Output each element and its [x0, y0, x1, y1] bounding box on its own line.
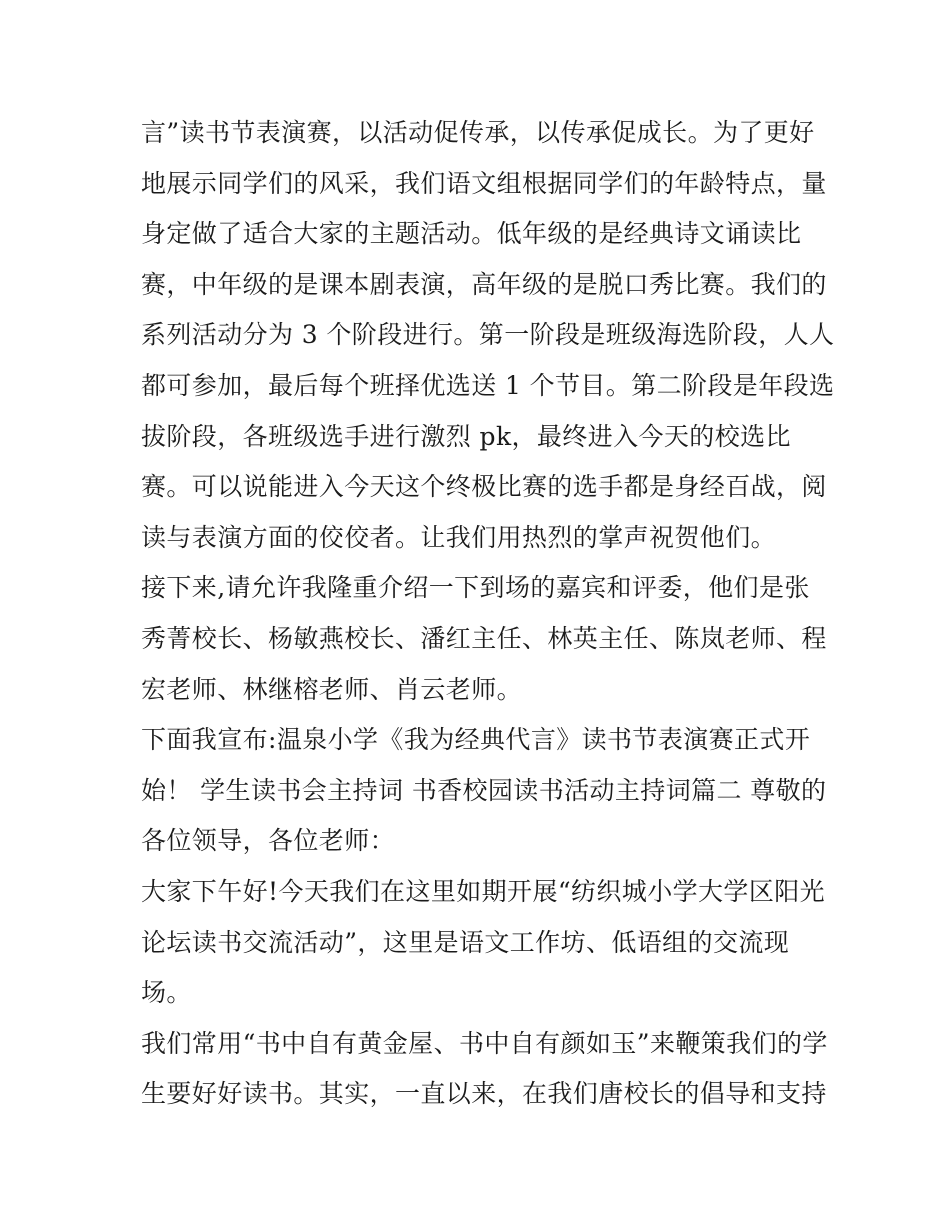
text-line: 宏老师、林继榕老师、肖云老师。 — [141, 674, 523, 704]
text-line: 下面我宣布:温泉小学《我为经典代言》读书节表演赛正式开 — [141, 725, 811, 755]
text-line: 系列活动分为 3 个阶段进行。第一阶段是班级海选阶段，人人 — [141, 320, 835, 350]
text-line: 言”读书节表演赛，以活动促传承，以传承促成长。为了更好 — [141, 118, 815, 147]
text-line: 始！ 学生读书会主持词 书香校园读书活动主持词篇二 尊敬的 — [141, 775, 827, 805]
text-line: 论坛读书交流活动”，这里是语文工作坊、低语组的交流现 — [141, 927, 790, 957]
text-line: 身定做了适合大家的主题活动。低年级的是经典诗文诵读比 — [141, 219, 802, 249]
text-line: 地展示同学们的风采，我们语文组根据同学们的年龄特点，量 — [141, 168, 827, 198]
text-line: 接下来,请允许我隆重介绍一下到场的嘉宾和评委，他们是张 — [141, 573, 810, 603]
text-line: 大家下午好!今天我们在这里如期开展“纺织城小学大学区阳光 — [141, 876, 826, 906]
text-line: 秀菁校长、杨敏燕校长、潘红主任、林英主任、陈岚老师、程 — [141, 623, 827, 653]
text-line: 我们常用“书中自有黄金屋、书中自有颜如玉”来鞭策我们的学 — [141, 1028, 828, 1058]
text-line: 赛，中年级的是课本剧表演，高年级的是脱口秀比赛。我们的 — [141, 269, 827, 299]
text-line: 读与表演方面的佼佼者。让我们用热烈的掌声祝贺他们。 — [141, 522, 777, 552]
text-line: 各位领导，各位老师： — [141, 826, 396, 856]
text-line: 生要好好读书。其实，一直以来，在我们唐校长的倡导和支持 — [141, 1079, 827, 1109]
text-line: 赛。可以说能进入今天这个终极比赛的选手都是身经百战，阅 — [141, 472, 827, 502]
text-line: 拔阶段，各班级选手进行激烈 pk，最终进入今天的校选比 — [141, 421, 791, 451]
document-body — [141, 108, 835, 1120]
text-line: 都可参加，最后每个班择优选送 1 个节目。第二阶段是年段选 — [141, 370, 835, 400]
text-line: 场。 — [141, 978, 192, 1008]
